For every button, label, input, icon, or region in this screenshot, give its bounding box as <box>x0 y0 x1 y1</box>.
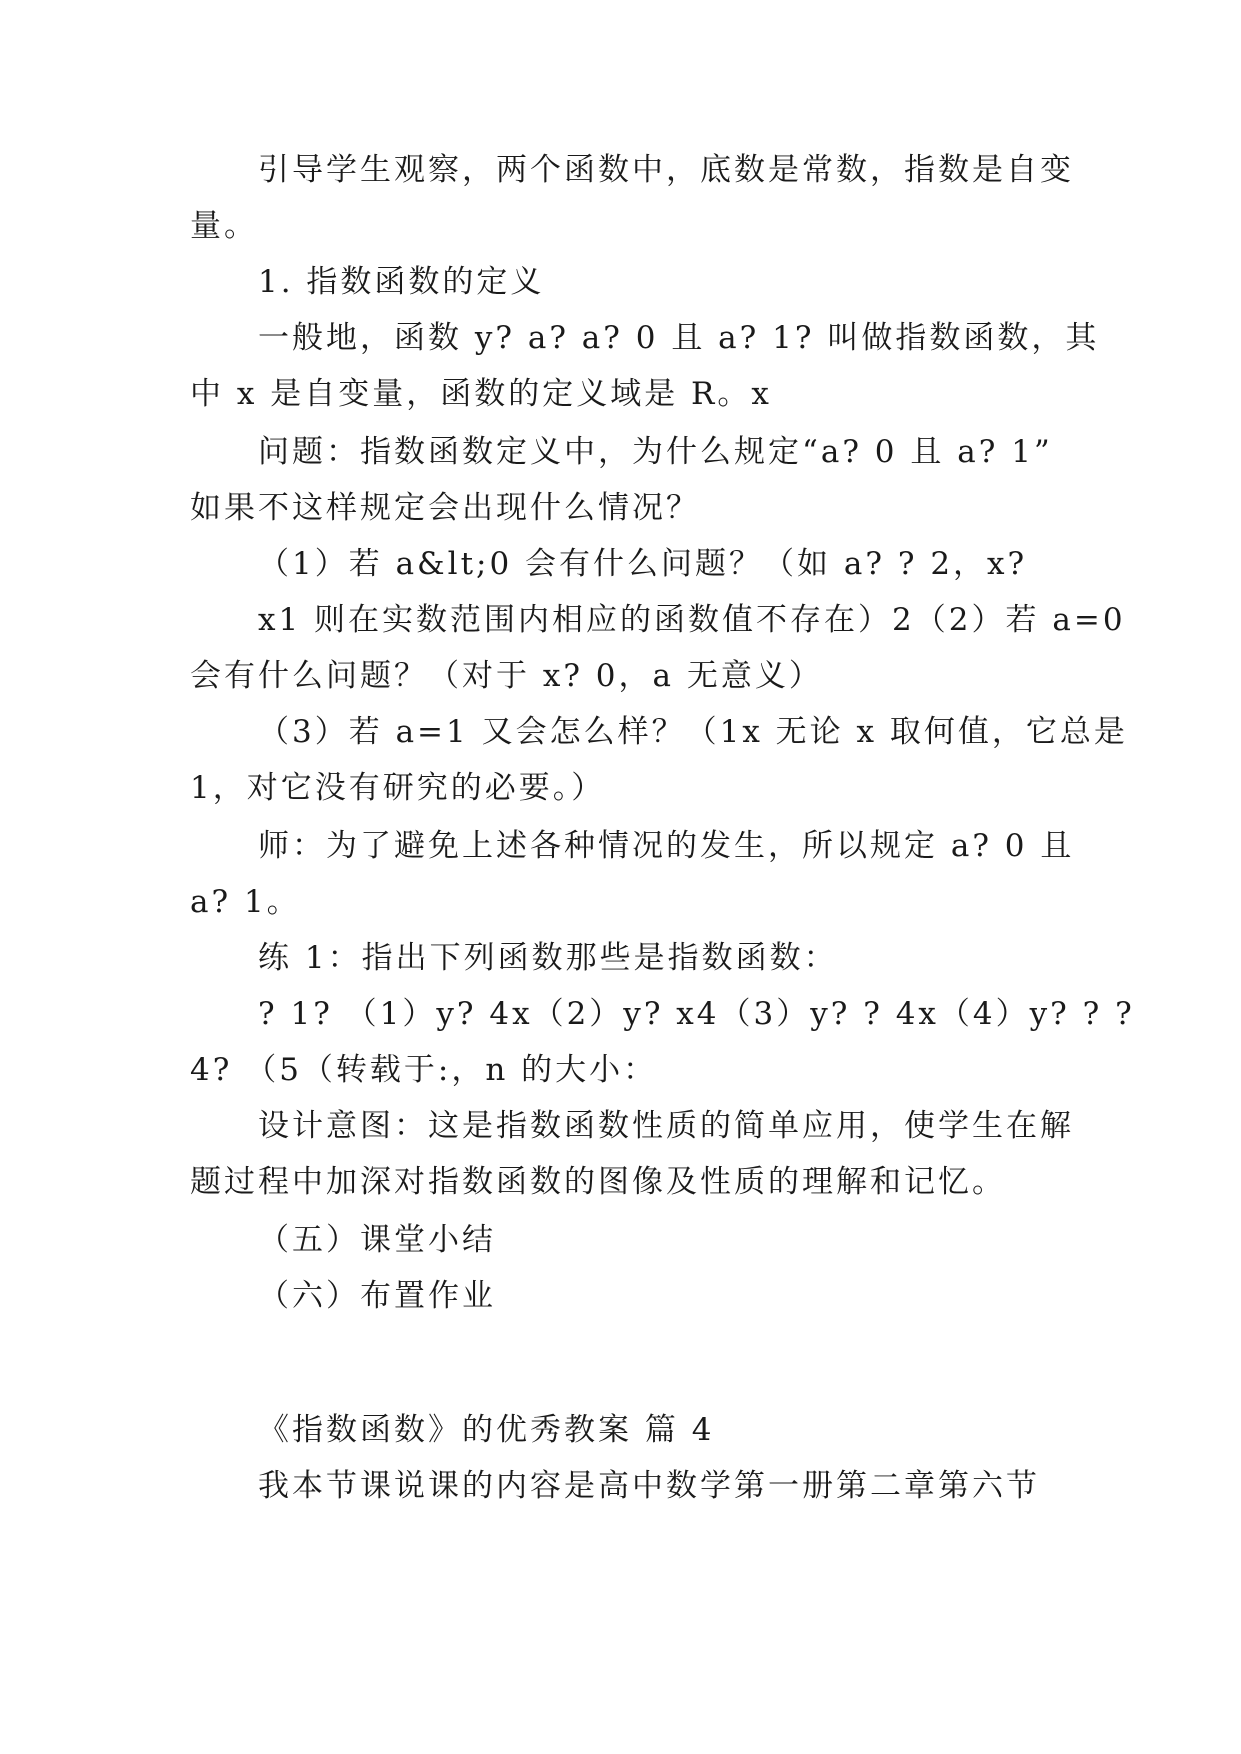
paragraph-line: ? 1? （1）y? 4x（2）y? x4（3）y? ? 4x（4）y? ? ? <box>258 996 1135 1032</box>
section-heading: （六）布置作业 <box>258 1278 496 1314</box>
paragraph-line: （1）若 a&lt;0 会有什么问题？（如 a? ? 2，x? <box>258 546 1028 582</box>
paragraph-line: （3）若 a=1 又会怎么样？（1x 无论 x 取何值，它总是 <box>258 714 1128 750</box>
paragraph-line: 1，对它没有研究的必要。） <box>190 770 606 806</box>
section-heading: 1. 指数函数的定义 <box>258 264 545 300</box>
paragraph-line: 我本节课说课的内容是高中数学第一册第二章第六节 <box>258 1468 1040 1504</box>
paragraph-line: x1 则在实数范围内相应的函数值不存在）2（2）若 a=0 <box>258 602 1126 638</box>
paragraph-line: 会有什么问题？（对于 x? 0，a 无意义） <box>190 658 823 694</box>
section-heading: （五）课堂小结 <box>258 1222 496 1258</box>
paragraph-line: 师：为了避免上述各种情况的发生，所以规定 a? 0 且 <box>258 828 1075 864</box>
paragraph-line: 一般地，函数 y? a? a? 0 且 a? 1? 叫做指数函数，其 <box>258 320 1100 356</box>
paragraph-line: a? 1。 <box>190 884 301 920</box>
paragraph-line: 设计意图：这是指数函数性质的简单应用，使学生在解 <box>258 1108 1074 1144</box>
paragraph-line: 练 1：指出下列函数那些是指数函数： <box>258 940 838 976</box>
paragraph-line: 问题：指数函数定义中，为什么规定“a? 0 且 a? 1” <box>258 434 1053 470</box>
paragraph-line: 题过程中加深对指数函数的图像及性质的理解和记忆。 <box>190 1164 1006 1200</box>
paragraph-line: 中 x 是自变量，函数的定义域是 R。x <box>190 376 772 412</box>
article-title: 《指数函数》的优秀教案 篇 4 <box>258 1412 715 1448</box>
paragraph-line: 引导学生观察，两个函数中，底数是常数，指数是自变 <box>258 152 1074 188</box>
paragraph-line: 量。 <box>190 208 258 244</box>
paragraph-line: 4? （5（转载于:，n 的大小： <box>190 1052 658 1088</box>
paragraph-line: 如果不这样规定会出现什么情况？ <box>190 490 700 526</box>
